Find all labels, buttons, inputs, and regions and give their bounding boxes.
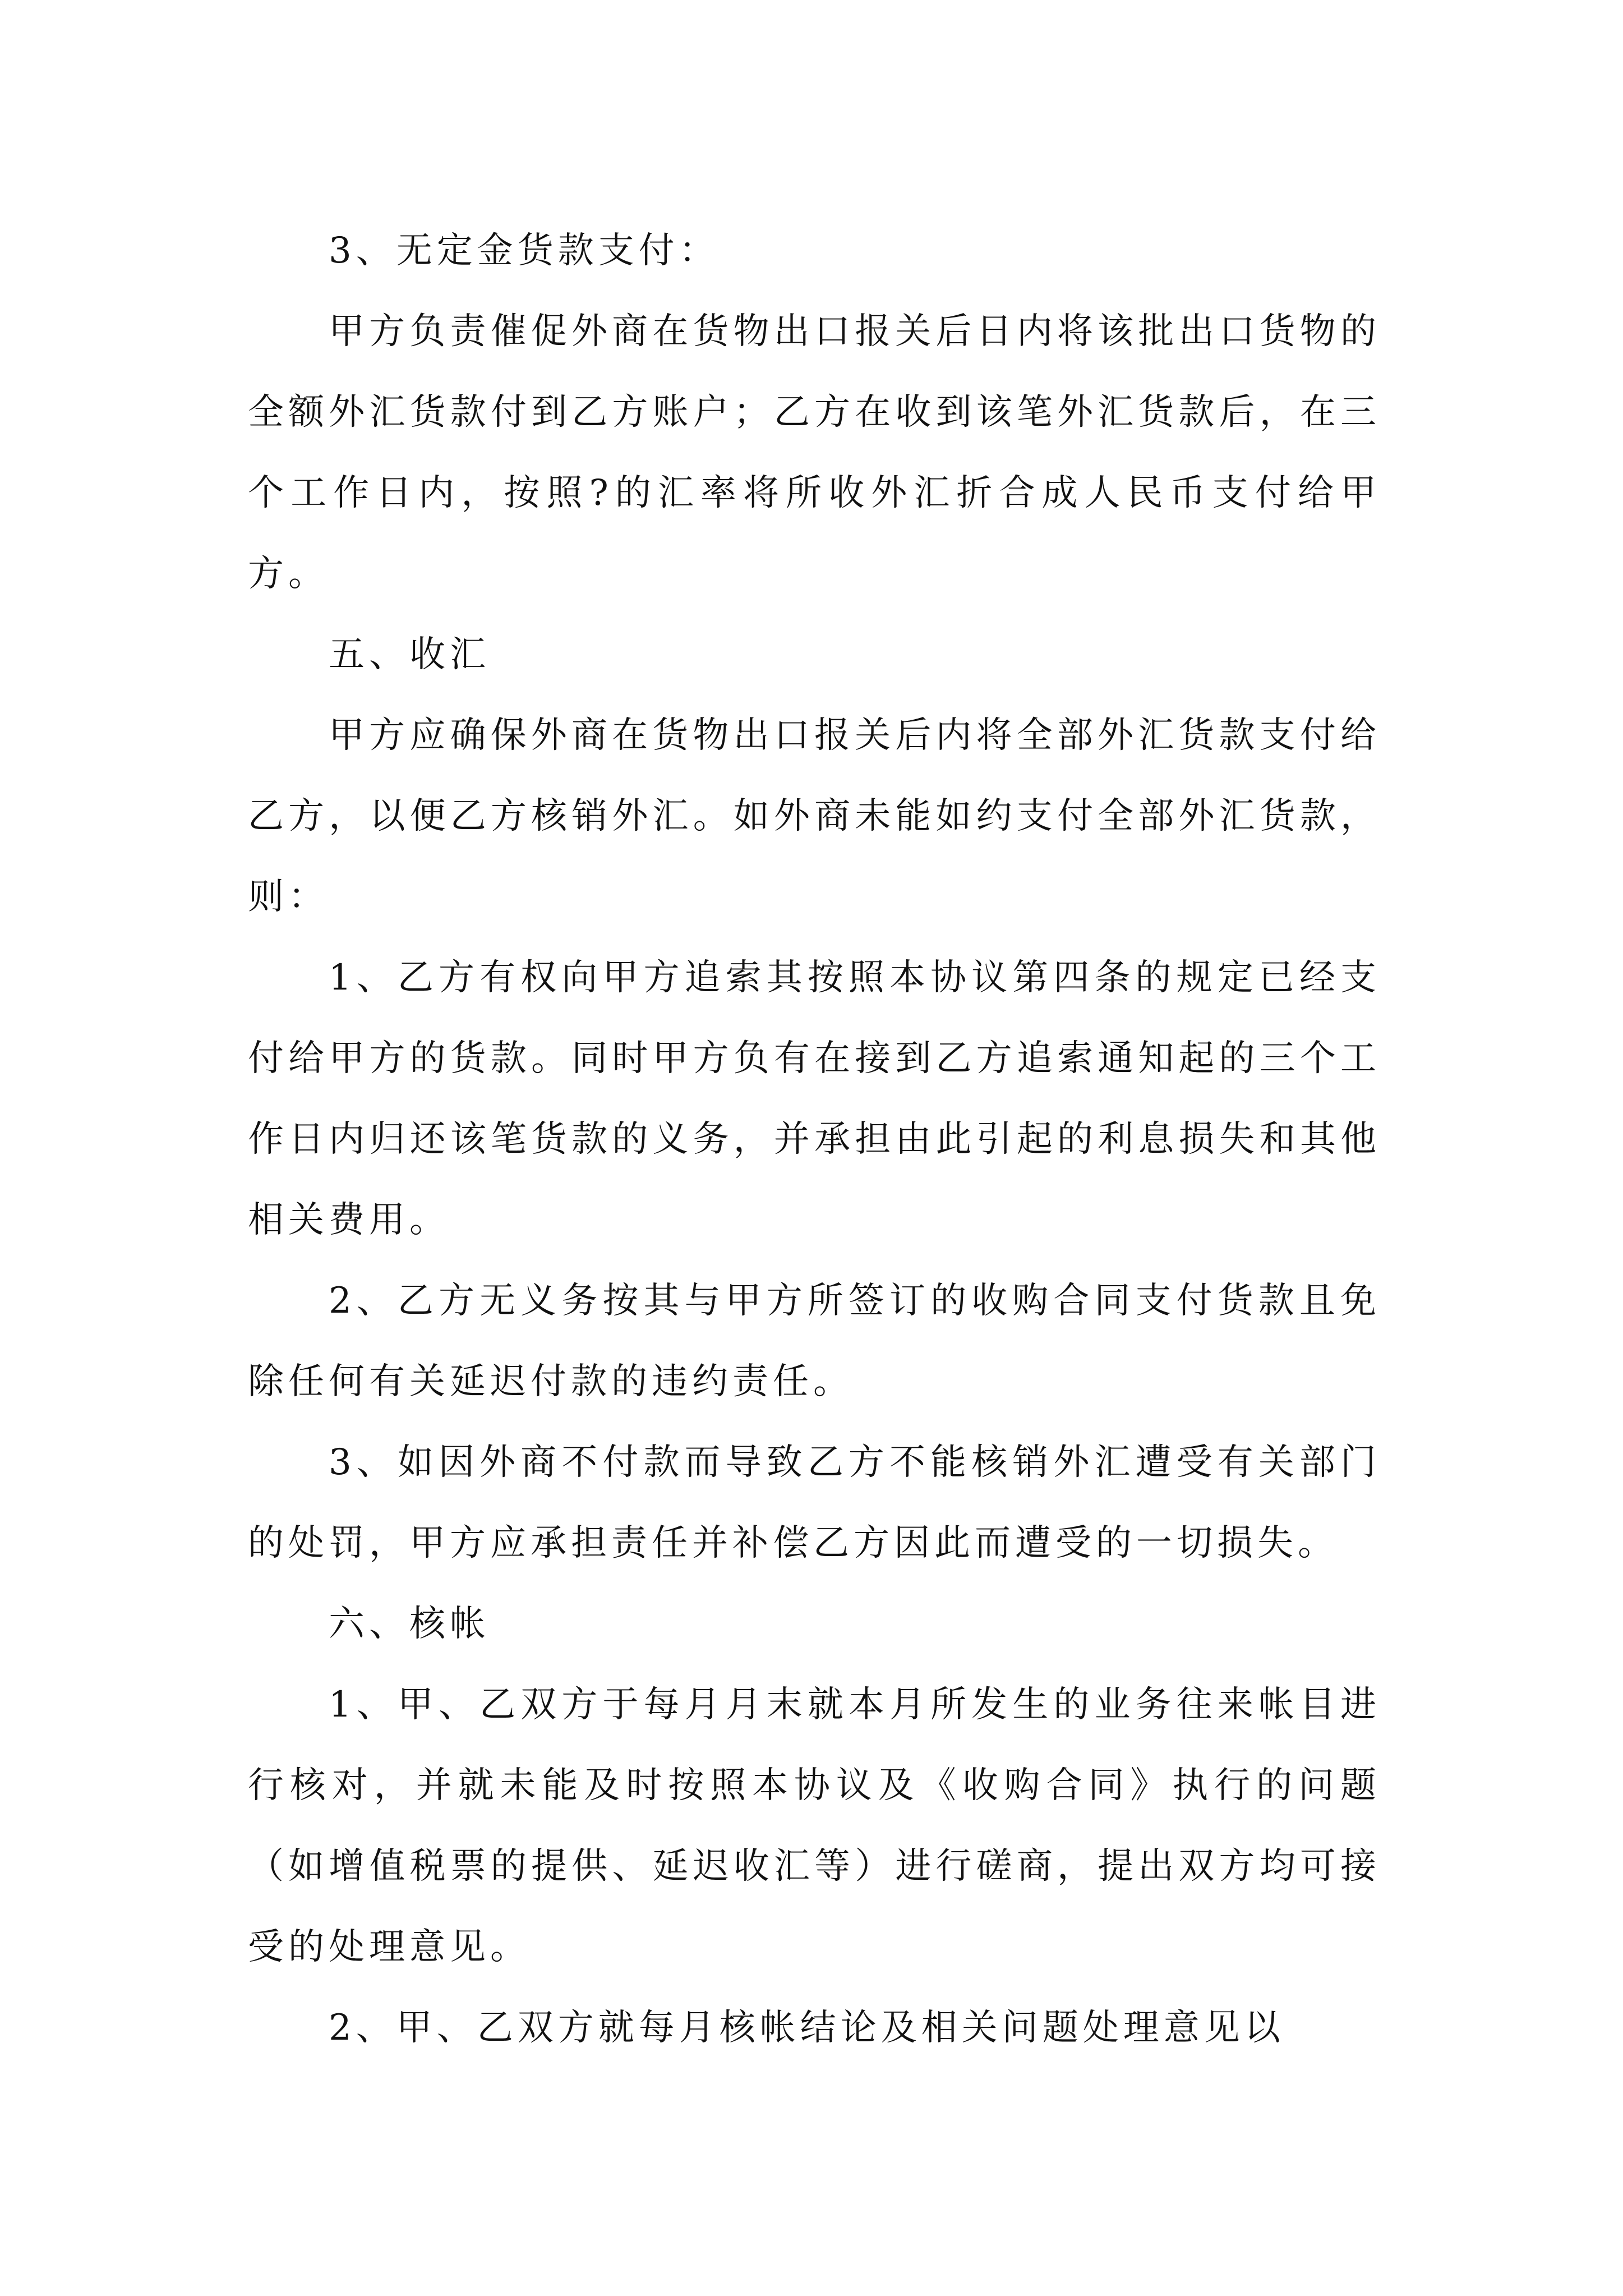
paragraph-reconciliation-clause-1: 1、甲、乙双方于每月月末就本月所发生的业务往来帐目进行核对，并就未能及时按照本协议及《收购合同》执行的问题（如增值税票的提供、延迟收汇等）进行磋商，提出双方均可接受的处理意见。 [248, 1684, 1381, 1968]
paragraph-collection-clause-2: 2、乙方无义务按其与甲方所签订的收购合同支付货款且免除任何有关延迟付款的违约责任。 [248, 1280, 1381, 1402]
paragraph-no-deposit-payment-terms: 甲方负责催促外商在货物出口报关后日内将该批出口货物的全额外汇货款付到乙方账户；乙方在收到该笔外汇货款后，在三个工作日内，按照?的汇率将所收外汇折合成人民币支付给甲方。 [248, 311, 1381, 595]
section-heading-reconciliation: 六、核帐 [329, 1603, 490, 1645]
paragraph-collection-terms: 甲方应确保外商在货物出口报关后内将全部外汇货款支付给乙方，以便乙方核销外汇。如外商未能如约支付全部外汇货款，则： [248, 715, 1381, 918]
paragraph-reconciliation-clause-2: 2、甲、乙双方就每月核帐结论及相关问题处理意见以 [329, 2007, 1285, 2049]
section-heading-collection: 五、收汇 [329, 634, 490, 675]
paragraph-no-deposit-payment-heading: 3、无定金货款支付： [329, 230, 720, 272]
paragraph-collection-clause-1: 1、乙方有权向甲方追索其按照本协议第四条的规定已经支付给甲方的货款。同时甲方负有在接到乙方追索通知起的三个工作日内归还该笔货款的义务，并承担由此引起的利息损失和其他相关费用。 [248, 957, 1381, 1241]
document-body [248, 210, 1381, 2068]
paragraph-collection-clause-3: 3、如因外商不付款而导致乙方不能核销外汇遭受有关部门的处罚，甲方应承担责任并补偿乙方因此而遭受的一切损失。 [248, 1442, 1381, 1564]
